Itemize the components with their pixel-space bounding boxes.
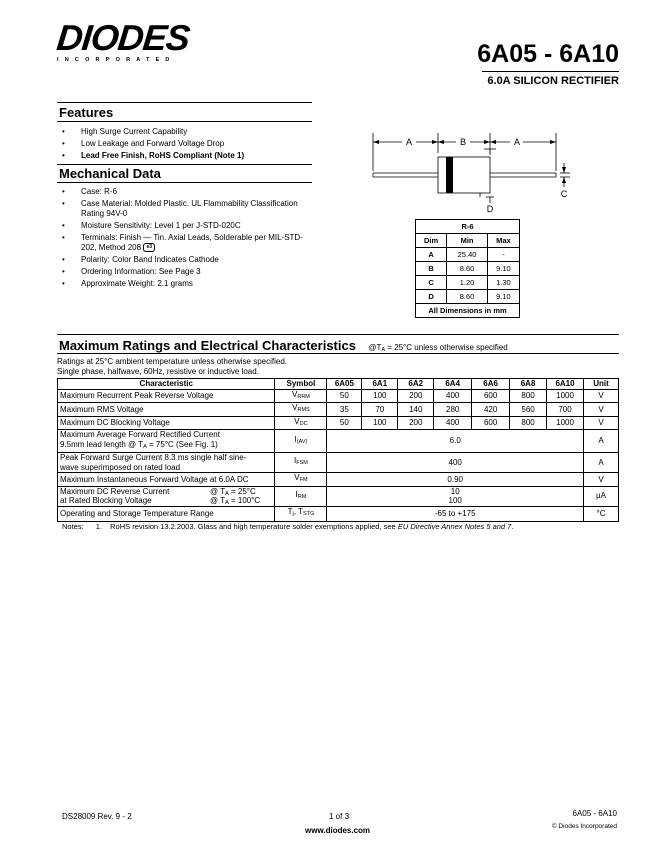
sym: T [287,507,293,517]
char-cell: Operating and Storage Temperature Range [58,506,275,521]
mechanical-heading: Mechanical Data [59,166,161,181]
symbol-cell [275,416,327,430]
footer-copyright: © Diodes Incorporated [551,823,617,830]
footer-doc-number: DS28009 Rev. 9 - 2 [62,812,132,821]
dim-cell: D [416,290,447,304]
table-row [416,290,520,304]
value-cell: 420 [472,403,510,417]
table-header-row [58,379,619,390]
ratings-rule [57,334,619,335]
list-item: • High Surge Current Capability [57,127,317,137]
col-header: 6A1 [362,379,398,390]
value-cell: 800 [510,389,547,403]
symbol-cell [275,486,327,506]
dim-label-c: C [560,189,568,199]
col-header: 6A8 [510,379,547,390]
sym: I [294,456,297,466]
note-number: 1. [95,522,103,531]
note-end: . [511,522,514,531]
rohs-e3-icon: e3 [143,243,155,252]
dim-cell: 1.30 [487,276,519,290]
sym: V [292,403,298,412]
char-text: 9.5mm lead length @ T [60,439,144,449]
value-cell: 600 [472,416,510,430]
value-line: 100 [448,496,462,505]
symbol-cell [275,403,327,417]
list-item: • Polarity: Color Band Indicates Cathode [57,255,317,265]
table-row [416,276,520,290]
dim-cell: 9.10 [487,262,519,276]
value-cell: 400 [434,389,472,403]
features-underline [57,121,312,122]
col-header: Unit [584,379,619,390]
char-line [60,487,272,497]
value-cell: 600 [472,389,510,403]
dim-cell: 8.60 [447,262,488,276]
cond-text: @ T [210,486,226,496]
unit-cell: V [584,473,619,487]
col-header: Symbol [275,379,327,390]
cathode-band [446,157,453,193]
table-row [416,248,520,262]
notes [62,522,513,531]
col-header: 6A6 [472,379,510,390]
ratings-condition [368,343,507,352]
list-item: • Ordering Information: See Page 3 [57,267,317,277]
footer-page: 1 of 3 [329,812,350,821]
intro-line: Ratings at 25°C ambient temperature unless otherwise specified. [57,357,287,366]
char-cell [58,486,275,506]
sym-sub: FM [299,477,308,483]
dim-cell: B [416,262,447,276]
value-cell: 280 [434,403,472,417]
sym-sub: DC [299,420,308,427]
note-text: RoHS revision 13.2.2003. Glass and high temperature solder exemptions applied, see [110,522,398,531]
sym-sub: RMS [297,407,310,413]
dim-col-header: Min [447,234,488,248]
table-row [58,473,619,487]
value-cell: 1000 [547,389,584,403]
note-italic: EU Directive Annex Notes 5 and 7 [397,522,512,531]
value-cell: 0.90 [327,473,584,487]
dim-cell: - [487,248,519,262]
char-line: wave superimposed on rated load [60,462,181,472]
col-header: 6A2 [398,379,434,390]
table-row [58,430,619,453]
cond-sub: A [225,490,229,497]
value-cell: 560 [510,403,547,417]
sym-sub: RM [297,493,307,500]
list-item: • Case: R-6 [57,187,317,197]
sym-sub: j [292,511,294,518]
list-item: • Low Leakage and Forward Voltage Drop [57,139,317,149]
value-cell: 700 [547,403,584,417]
unit-cell: V [584,403,619,417]
value-cell [327,486,584,506]
sym-sub: (AV) [296,438,308,445]
table-row [58,416,619,430]
sym: V [292,389,298,399]
char-cell: Maximum Recurrent Peak Reverse Voltage [58,389,275,403]
unit-cell: V [584,416,619,430]
symbol-cell [275,430,327,453]
part-number-title: 6A05 - 6A10 [477,40,619,68]
list-item: • Moisture Sensitivity: Level 1 per J-STD-020C [57,221,317,231]
dim-cell: 9.10 [487,290,519,304]
mechanical-list [57,187,317,291]
dim-cell: C [416,276,447,290]
value-cell: 200 [398,389,434,403]
dim-cell: 1.20 [447,276,488,290]
ratings-table [57,378,619,522]
value-cell: 400 [434,416,472,430]
diodes-logo [54,17,207,65]
sym-sub: FSM [296,460,308,467]
dim-col-header: Max [487,234,519,248]
part-subtitle: 6.0A SILICON RECTIFIER [487,75,619,87]
char-text: Maximum DC Reverse Current [60,486,170,496]
col-header: Characteristic [58,379,275,390]
cond-text: @ T [210,496,226,505]
package-outline-diagram [360,125,580,215]
mechanical-rule [57,164,312,165]
cond-rest: = 25°C unless otherwise specified [385,343,508,352]
sym: I [294,434,297,444]
value-cell: 35 [327,403,362,417]
features-heading: Features [59,105,114,120]
footer-url[interactable]: www.diodes.com [305,826,371,835]
list-item: • Case Material: Molded Plastic. UL Flammability Classification Rating 94V-0 [57,199,317,219]
sym-sub: RRM [297,393,310,400]
footer-part: 6A05 - 6A10 [572,809,617,818]
dim-cell: 8.60 [447,290,488,304]
dim-col-header: Dim [416,234,447,248]
unit-cell: µA [584,486,619,506]
char-sub: A [143,443,147,450]
value-cell: 100 [362,416,398,430]
mechanical-underline [57,182,312,183]
dim-cell: 25.40 [447,248,488,262]
symbol-cell [275,453,327,473]
value-cell: 100 [362,389,398,403]
logo-subtext: INCORPORATED [57,57,176,63]
col-header: 6A10 [547,379,584,390]
char-cell [58,430,275,453]
sym: I [295,489,298,499]
logo-word: DIODES [54,17,192,58]
intro-line: Single phase, halfwave, 60Hz, resistive or inductive load. [57,366,259,376]
dim-table-footer: All Dimensions in mm [416,304,520,318]
dim-label-b: B [459,137,467,147]
unit-cell: A [584,430,619,453]
char-text: at Rated Blocking Voltage [60,496,152,505]
char-line [60,440,272,453]
list-item [57,233,317,253]
ratings-intro [57,357,287,376]
list-item: • Approximate Weight: 2.1 grams [57,279,317,289]
value-cell: 50 [327,389,362,403]
dim-table-package: R-6 [416,220,520,234]
ratings-heading: Maximum Ratings and Electrical Characteristics [59,338,356,353]
list-item: • Lead Free Finish, RoHS Compliant (Note 1) [57,151,317,161]
col-header: 6A4 [434,379,472,390]
symbol-cell [275,506,327,521]
header-rule [482,71,619,72]
table-row [58,453,619,473]
symbol-cell [275,473,327,487]
cond-sub: A [381,347,386,353]
notes-label: Notes: [62,522,84,531]
value-cell: 50 [327,416,362,430]
value-cell: -65 to +175 [327,506,584,521]
char-cell: Maximum Instantaneous Forward Voltage at 6.0A DC [58,473,275,487]
char-cell: Maximum DC Blocking Voltage [58,416,275,430]
terminals-text: Terminals: Finish — Tin. Axial Leads, Solderable per MIL-STD-202, Method 208 [81,233,303,252]
table-row [58,506,619,521]
cond-sub: A [225,500,229,506]
char-cell [58,453,275,473]
dimensions-table [415,219,520,318]
ratings-underline [57,353,619,354]
sym: , T [293,507,303,517]
unit-cell: °C [584,506,619,521]
dim-label-d: D [486,204,494,214]
char-line: Maximum Average Forward Rectified Current [60,430,220,439]
table-row [416,262,520,276]
char-cond [210,496,260,509]
cond-text: = 25°C [228,486,256,496]
dim-label-a: A [405,137,413,147]
features-list [57,127,317,163]
value-cell: 200 [398,416,434,430]
value-cell: 800 [510,416,547,430]
dim-cell: A [416,248,447,262]
value-cell: 70 [362,403,398,417]
table-row [58,389,619,403]
dim-label-a: A [513,137,521,147]
value-cell: 140 [398,403,434,417]
char-line: Peak Forward Surge Current 8.3 ms single half sine- [60,453,247,462]
symbol-cell [275,389,327,403]
features-rule [57,102,312,103]
unit-cell: A [584,453,619,473]
col-header: 6A05 [327,379,362,390]
value-cell: 6.0 [327,430,584,453]
value-cell: 1000 [547,416,584,430]
unit-cell: V [584,389,619,403]
char-text: = 75°C (See Fig. 1) [146,439,218,449]
sym: V [294,416,300,426]
table-row [58,403,619,417]
table-row [58,486,619,506]
cond-text: = 100°C [228,496,261,505]
sym-sub: STG [302,511,315,518]
char-line [60,496,272,506]
value-line: 10 [450,486,460,496]
value-cell: 400 [327,453,584,473]
sym: V [294,473,300,482]
char-cell: Maximum RMS Voltage [58,403,275,417]
cond-text: @T [368,343,382,352]
